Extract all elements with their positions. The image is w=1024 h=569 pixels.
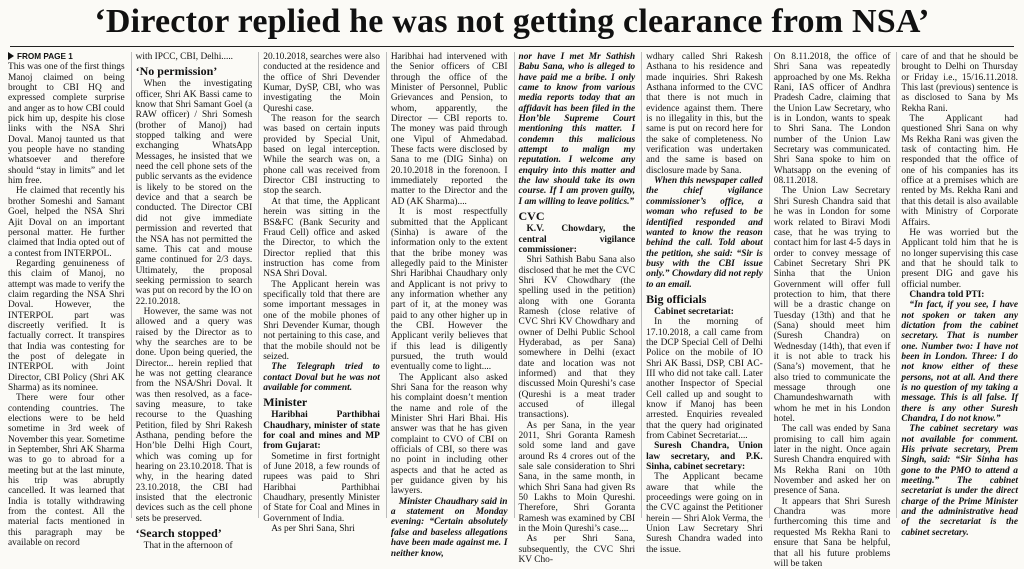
article-column-8 (896, 52, 1018, 538)
paragraph: 20.10.2018, searches were also conducted at the residence and the office of Shri Devender Kumar, DySP, CBI, who was investigating the Moin Qureshi case. (263, 52, 380, 114)
paragraph: Regarding genuineness of this claim of Manoj, no attempt was made to verify the claim regarding the NSA Shri Doval. However, the INTERPOL part was discreetly verified. It is factually correct. It transpires that India was contesting for the post of delegate in INTERPOL with Joint Director, CBI Policy (Shri AK Sharma) as its nominee. (8, 258, 125, 393)
paragraph: As per Shri Sana, Shri (271, 524, 355, 535)
paragraph: That in the afternoon of (143, 541, 233, 552)
article-column-2 (131, 52, 253, 552)
subheading: Minister (263, 395, 308, 410)
paragraph: When the investigating officer, Shri AK Bassi came to know that Shri Samant Goel (a RAW officer) / Shri Somesh (brother of Manoj) had stopped talking and were exchanging WhatsApp Messages, he insisted that we need the cell phone sets of the public servants as the evidence is likely to be stored on the device and that a search be conducted. The Director CBI did not give immediate permission and reverted that the NSA has not permitted the same. This cat and mouse game continued for 2/3 days. Ultimately, the proposal seeking permission to search was put on record by the IO on 22.10.2018. (135, 79, 253, 307)
paragraph: This was one of the first things Manoj claimed on being brought to CBI HQ and expressed complete surprise and anger as to how CBI could pick him up, despite his close links with the NSA Shri Doval. Manoj taunted us that you people have no standing whatsoever and therefore should “stay in limits” and let him free. (8, 62, 125, 187)
paragraph: He claimed that recently his brother Someshi and Samant Goel, helped the NSA Shri Ajit Doval on an important personal matter. He further claimed that India opted out of a contest from INTERPOL. (8, 186, 125, 259)
headline-divider (10, 46, 1014, 47)
paragraph: The Union Law Secretary Shri Suresh Chandra said that he was in London for some work related to Biravi Modi case, that he was trying to contact him for last 4-5 days in order to convey message of Cabinet Secretary Shri PK Sinha that the Union Government will offer full protection to him, that there will be a drastic change on Tuesday (13th) and that he (Sana) should meet him (Suresh Chandra) on Wednesday (14th), that even if it is not able to track his (Sana’s) movement, that he also tried to communicate the message through one Chamundeshwarnath with whom he met in his London hotel. (773, 186, 891, 425)
article-column-7 (769, 52, 891, 569)
paragraph: The Applicant also asked Shri Sana for the reason why his complaint doesn’t mention the name and role of the Minister Shri Hari Bhai. His answer was that he has given complaint to CVO of CBI on officials of CBI, so there was no point in including other aspects and that he acted as per guidance given by his lawyers. (390, 372, 508, 497)
paragraph: As per Sana, in the year 2011, Shri Goranta Ramesh sold some land and gave around Rs 4 crores out of the sale sale consideration to Shri Sana, in the same month, in which Shri Sana had given Rs 50 Lakhs to Moin Qureshi. Therefore, Shri Goranta Ramesh was examined by CBI in the Moin Qureshi’s case.... (518, 420, 636, 535)
paragraph: In the morning of 17.10.2018, a call came from the DCP Special Cell of Delhi Police on the mobile of IO Shri AK Bassi, DSP, CBI AC-III who did not take call. Later another Inspector of Special Cell called up and sought to know if Manoj has been arrested. Enquiries revealed that the query had originated from Cabinet Secretariat.... (646, 317, 763, 442)
paragraph: wdhary called Shri Rakesh Asthana to his residence and made inquiries. Shri Rakesh Asthana informed to the CVC that there is not much in evidence against them. There is no illegality in this, but the same is put on record here for the sake of completeness. No verification was undertaken and the same is based on disclosure made by Sana. (646, 52, 763, 176)
paragraph: It appears that Shri Suresh Chandra was more furthercoming this time and requested Ms Rekha Rani to ensure that Sana be helpful, that all his future problems will be taken (773, 496, 891, 569)
paragraph: The Applicant herein was specifically told that there are some important messages in one of the mobile phones of Shri Devender Kumar, though not pertaining to this case, and that the mobile should not be seized. (263, 279, 380, 362)
editor-note: When this newspaper called the chief vigilance commissioner’s office, a woman who refused to be identified responded and wanted to know the reason behind the call. Told about the petition, she said: “Sir is busy with the CBI issue only.” Chowdary did not reply to an email. (646, 176, 763, 290)
paragraph: There were four other contending countries. The elections were to be held sometime in 3rd week of November this year. Sometime in September, Shri AK Sharma was to go to abroad for a meeting but at the last minute, his trip was abruptly cancelled. It was learned that India is totally withdrawing from the contest. All the material facts mentioned in this paragraph may be available on record (8, 393, 125, 549)
article-column-4 (386, 52, 508, 559)
subheading: CVC (518, 209, 545, 224)
subheading: Big officials (646, 291, 707, 306)
article-column-6 (641, 52, 763, 555)
subheading: ‘Search stopped’ (135, 526, 222, 541)
paragraph: He was worried but the Applicant told him that he is no longer supervising this case and that he should talk to present DIG and gave his official number. (901, 227, 1018, 290)
person-heading: Cabinet secretariat: (654, 306, 734, 317)
paragraph: care of and that he should be brought to Delhi on Thursday or Friday i.e., 15/16.11.2018. This last (previous) sentence is as disclosed to Sana by Ms Rekha Rani. (901, 52, 1018, 114)
paragraph: The reason for the search was based on certain inputs provided by Special Unit, based on legal interception. While the search was on, a phone call was received from Director CBI instructing to stop the search. (263, 114, 380, 197)
paragraph: As per Shri Sana, subsequently, the CVC Shri KV Cho- (518, 534, 636, 566)
person-heading: Haribhai Parthibhai Chaudhary, minister of state for coal and mines and MP from Gujarat: (263, 410, 380, 452)
article-column-3 (258, 52, 380, 535)
subheading: ‘No permission’ (135, 64, 218, 79)
editor-note: The Telegraph tried to contact Doval but he was not available for comment. (263, 362, 380, 393)
quote-paragraph: “In fact, if you see, I have not spoken or taken any dictation from the cabinet secretary. That is number one. Number two: I have not been in London. Three: I do not know either of these persons, not at all. And there is no question of my taking a message. This is all false. If there is any other Suresh Chandra, I do not know.” (901, 300, 1018, 425)
paragraph: with IPCC, CBI, Delhi..... (135, 52, 234, 62)
triangle-marker-icon (8, 52, 14, 60)
paragraph: The Applicant became aware that while the proceedings were going on in the CVC against the Petitioner herein — Shri Alok Verma, the Union Law Secretary Shri Suresh Chandra waded into the issue. (646, 472, 763, 555)
article-column-5 (514, 52, 636, 566)
editor-note: The cabinet secretary was not available for comment. His private secretary, Prem Singh, said: “Sir Sinha has gone to the PMO to attend a meeting.” The cabinet secretariat is under the direct charge of the Prime Minister and the administrative head of the secretariat is the cabinet secretary. (901, 424, 1018, 538)
continued-from-text: FROM PAGE 1 (17, 52, 73, 61)
person-heading: Chandra told PTI: (909, 289, 985, 300)
paragraph: On 8.11.2018, the office of Shri Sana was repeatedly approached by one Ms. Rekha Rani, IAS officer of Andhra Pradesh Cadre, claiming that the Union Law Secretary, who is in London, wants to speak to Shri Sana. The London number of the Union Law Secretary was communicated. Shri Sana spoke to him on Whatsapp on the evening of 08.11.2018. (773, 52, 891, 187)
paragraph: It is most respectfully submitted that the Applicant (Sinha) is aware of the information only to the extent that the bribe money was allegedly paid to the Minister Shri Haribhai Chaudhary only and Applicant is not privy to any information whether any part of it, at the money was paid to any other higher up in the CBI. However the Applicant verily believes that if this lead is diligently pursued, the truth would eventually come to light.... (390, 207, 508, 373)
paragraph: Sometime in first fortnight of June 2018, a few rounds of rupees was paid to Shri Haribhai Parthibhai Chaudhary, presently Minister of State for Coal and Mines in Government of India. (263, 451, 380, 524)
paragraph: Shri Sathish Babu Sana also disclosed that he met the CVC Shri KV Chowdhary (the spelling used in the petition) along with one Goranta Ramesh (close relative of CVC Shri KV Chowdhary and owner of Delhi Public School Hyderabad, as per Sana) somewhere in Delhi (exact date and location was not informed) and that they discussed Moin Qureshi’s case (Qureshi is a meat trader accused of illegal transactions). (518, 255, 636, 421)
paragraph: Haribhai had intervened with the Senior officers of CBI through the office of the Minister of Personnel, Public Grievances and Pension, to whom, apparently, the Director — CBI reports to. The money was paid through one Vipul of Ahmedabad. These facts were disclosed by Sana to me (DIG Sinha) on 20.10.2018 in the forenoon. I immediately reported the matter to the Director and the AD (AK Sharma).... (390, 52, 508, 207)
quote-paragraph: nor have I met Mr Sathish Babu Sana, who is alleged to have paid me a bribe. I only came to know from various media reports today that an affidavit has been filed in the Hon’ble Supreme Court mentioning this matter. I condemn this malicious attempt to malign my reputation. I welcome any enquiry into this matter and the law should take its own course. If I am proven guilty, I am willing to leave politics.” (518, 52, 636, 207)
paragraph: The call was ended by Sana promising to call him again later in the night. Once again Suresh Chandra enquired with Ms Rekha Rani on 10th November and asked her on presence of Sana. (773, 424, 891, 497)
page-title: ‘Director replied he was not getting clearance from NSA’ (94, 3, 930, 40)
quote-paragraph: Minister Chaudhary said in a statement on Monday evening: “Certain absolutely false and baseless allegations have been made against me. I neither know, (390, 496, 508, 559)
person-heading: Suresh Chandra, Union law secretary, and P.K. Sinha, cabinet secretary: (646, 441, 763, 473)
article-column-1 (8, 52, 125, 549)
paragraph: However, the same was not allowed and a query was raised by the Director as to why the searches are to be done. Upon being queried, the Director... herein replied that he was not getting clearance from the NSA/Shri Doval. It was then resolved, as a face-saving measure, to take recourse to the Quashing Petition, filed by Shri Rakesh Asthana, pending before the Hon’ble Delhi High Court, which was coming up for hearing on 23.10.2018. That is why, in the hearing dated 23.10.2018, the CBI had insisted that the electronic devices such as the cell phone sets be preserved. (135, 306, 253, 524)
article-body (8, 52, 1018, 569)
continued-from-label (8, 52, 125, 62)
paragraph: At that time, the Applicant herein was sitting in the BS&FC (Bank Security and Fraud Cell) office and asked the Director, to which the Director replied that this instruction has come from NSA Shri Doval. (263, 196, 380, 280)
paragraph: The Applicant had questioned Shri Sana on why Ms Rekha Rani was given the task of contacting him. He responded that the office of one of his companies has its office at a premises which are rented by Ms. Rekha Rani and that this detail is also available with Ministry of Corporate Affairs. (901, 114, 1018, 228)
person-heading: K.V. Chowdary, the central vigilance commissioner: (518, 224, 636, 255)
